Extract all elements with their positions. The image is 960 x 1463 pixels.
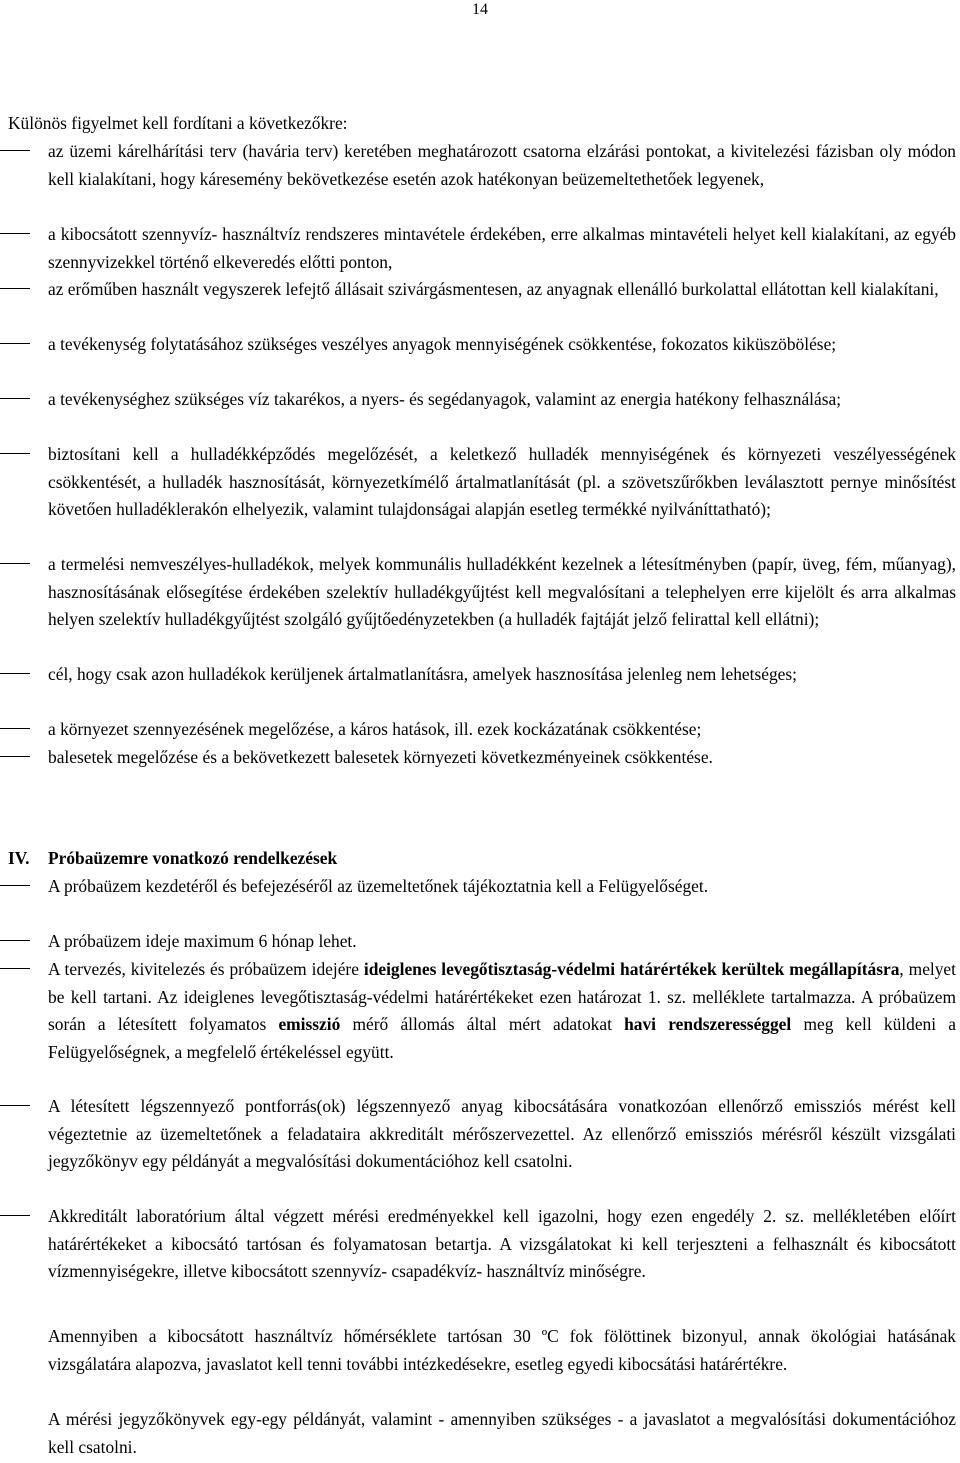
list-item — [48, 956, 956, 1066]
bullet-dash — [0, 150, 30, 151]
list-item: az erőműben használt vegyszerek lefejtő állásait szivárgásmentesen, az anyagnak ellenálló burkolattal ellátottan kell kialakítani, — [48, 279, 939, 299]
intro-text: Különös figyelmet kell fordítani a következőkre: — [8, 113, 348, 133]
paragraph: Amennyiben a kibocsátott használtvíz hőmérséklete tartósan 30 ºC fok fölöttinek bizonyul, annak ökológiai hatásának vizsgálatára alapozva, javaslatot kell tenni további intézkedésekre, esetleg egyedi kibocsátási határértékre. — [48, 1326, 956, 1374]
bullet-dash — [0, 1215, 30, 1216]
bullet-dash — [0, 343, 30, 344]
emphasis-text: havi rendszerességgel — [624, 1014, 792, 1034]
list-item: A létesített légszennyező pontforrás(ok) légszennyező anyag kibocsátására vonatkozóan ellenőrző emissziós mérést kell végeztetnie az üzemeltetőnek a feladataira akkreditált mérőszervezettel. Az ellenőrző emissziós mérésről készült vizsgálati jegyzőkönyv egy példányát a megvalósítási dokumentációhoz kell csatolni. — [48, 1096, 956, 1171]
emphasis-text: ideiglenes levegőtisztaság-védelmi határértékek kerültek megállapításra — [363, 959, 900, 979]
text-run: meg kell küldeni a Felügyelőségnek, a megfelelő értékeléssel együtt. — [48, 1014, 957, 1062]
list-item: A próbaüzem kezdetéről és befejezéséről az üzemeltetőnek tájékoztatnia kell a Felügyelőséget. — [48, 876, 709, 896]
bullet-dash — [0, 968, 30, 969]
section-number: IV. — [8, 848, 30, 868]
bullet-dash — [0, 233, 30, 234]
list-item: a kibocsátott szennyvíz- használtvíz rendszeres mintavétele érdekében, erre alkalmas mintavételi helyet kell kialakítani, az egyéb szennyvizekkel történő elkeveredés előtti ponton, — [48, 224, 956, 272]
paragraph: A mérési jegyzőkönyvek egy-egy példányát, valamint - amennyiben szükséges - a javaslatot a megvalósítási dokumentációhoz kell csatolni. — [48, 1409, 956, 1457]
section-heading — [8, 845, 337, 873]
bullet-dash — [0, 398, 30, 399]
bullet-dash — [0, 728, 30, 729]
bullet-dash — [0, 940, 30, 941]
list-item: Akkreditált laboratórium által végzett mérési eredményekkel kell igazolni, hogy ezen engedély 2. sz. mellékletében előírt határértékeket a kibocsátó tartósan és folyamatosan betartja. A vizsgálatokat ki kell terjeszteni a felhasznált és kibocsátott vízmennyiségekre, illetve kibocsátott szennyvíz- csapadékvíz- használtvíz minőségre. — [48, 1206, 956, 1281]
bullet-dash — [0, 756, 30, 757]
section-title: Próbaüzemre vonatkozó rendelkezések — [48, 848, 338, 868]
text-run: A tervezés, kivitelezés és próbaüzem idejére — [48, 959, 364, 979]
bullet-dash — [0, 453, 30, 454]
text-run: , melyet be kell tartani. Az ideiglenes levegőtisztaság-védelmi határértékeket ezen határozat 1. sz. melléklete tartalmazza. A próbaüzem során a létesített folyamatos — [48, 959, 956, 1034]
bullet-dash — [0, 673, 30, 674]
list-item: az üzemi kárelhárítási terv (havária terv) keretében meghatározott csatorna elzárási pontokat, a kivitelezési fázisban oly módon kell kialakítani, hogy káresemény bekövetkezése esetén azok hatékonyan beüzemeltethetőek legyenek, — [48, 141, 956, 189]
bullet-dash — [0, 288, 30, 289]
bullet-dash — [0, 1105, 30, 1106]
emphasis-text: emisszió — [278, 1014, 341, 1034]
list-item: biztosítani kell a hulladékképződés megelőzését, a keletkező hulladék mennyiségének és környezeti veszélyességének csökkentését, a hulladék hasznosítását, környezetkímélő ártalmatlanítását (pl. a szövetszűrőkben leválasztott pernye minősítést követően hulladéklerakón elhelyezik, valamint tulajdonságai alapján esetleg termékké nyilváníttatható); — [48, 444, 956, 519]
bullet-dash — [0, 885, 30, 886]
list-item: a környezet szennyezésének megelőzése, a káros hatások, ill. ezek kockázatának csökkentése; — [48, 719, 702, 739]
list-item: balesetek megelőzése és a bekövetkezett balesetek környezeti következményeinek csökkentése. — [48, 747, 713, 767]
list-item: cél, hogy csak azon hulladékok kerüljenek ártalmatlanításra, amelyek hasznosítása jelenleg nem lehetséges; — [48, 664, 797, 684]
bullet-dash — [0, 563, 30, 564]
list-item: a tevékenységhez szükséges víz takarékos, a nyers- és segédanyagok, valamint az energia hatékony felhasználása; — [48, 389, 842, 409]
list-item: A próbaüzem ideje maximum 6 hónap lehet. — [48, 931, 357, 951]
text-run: mérő állomás által mért adatokat — [340, 1014, 625, 1034]
page-number: 14 — [472, 1, 488, 18]
list-item: a termelési nemveszélyes-hulladékok, melyek kommunális hulladékként kezelnek a létesítményben (papír, üveg, fém, műanyag), hasznosításának elősegítése érdekében szelektív hulladékgyűjtést kell megvalósítani a telephelyen erre kijelölt és arra alkalmas helyen szelektív hulladékgyűjtést szolgáló gyűjtőedényzetekben (a hulladék fajtáját jelző felirattal kell ellátni); — [48, 554, 956, 629]
list-item: a tevékenység folytatásához szükséges veszélyes anyagok mennyiségének csökkentése, fokozatos kiküszöbölése; — [48, 334, 837, 354]
